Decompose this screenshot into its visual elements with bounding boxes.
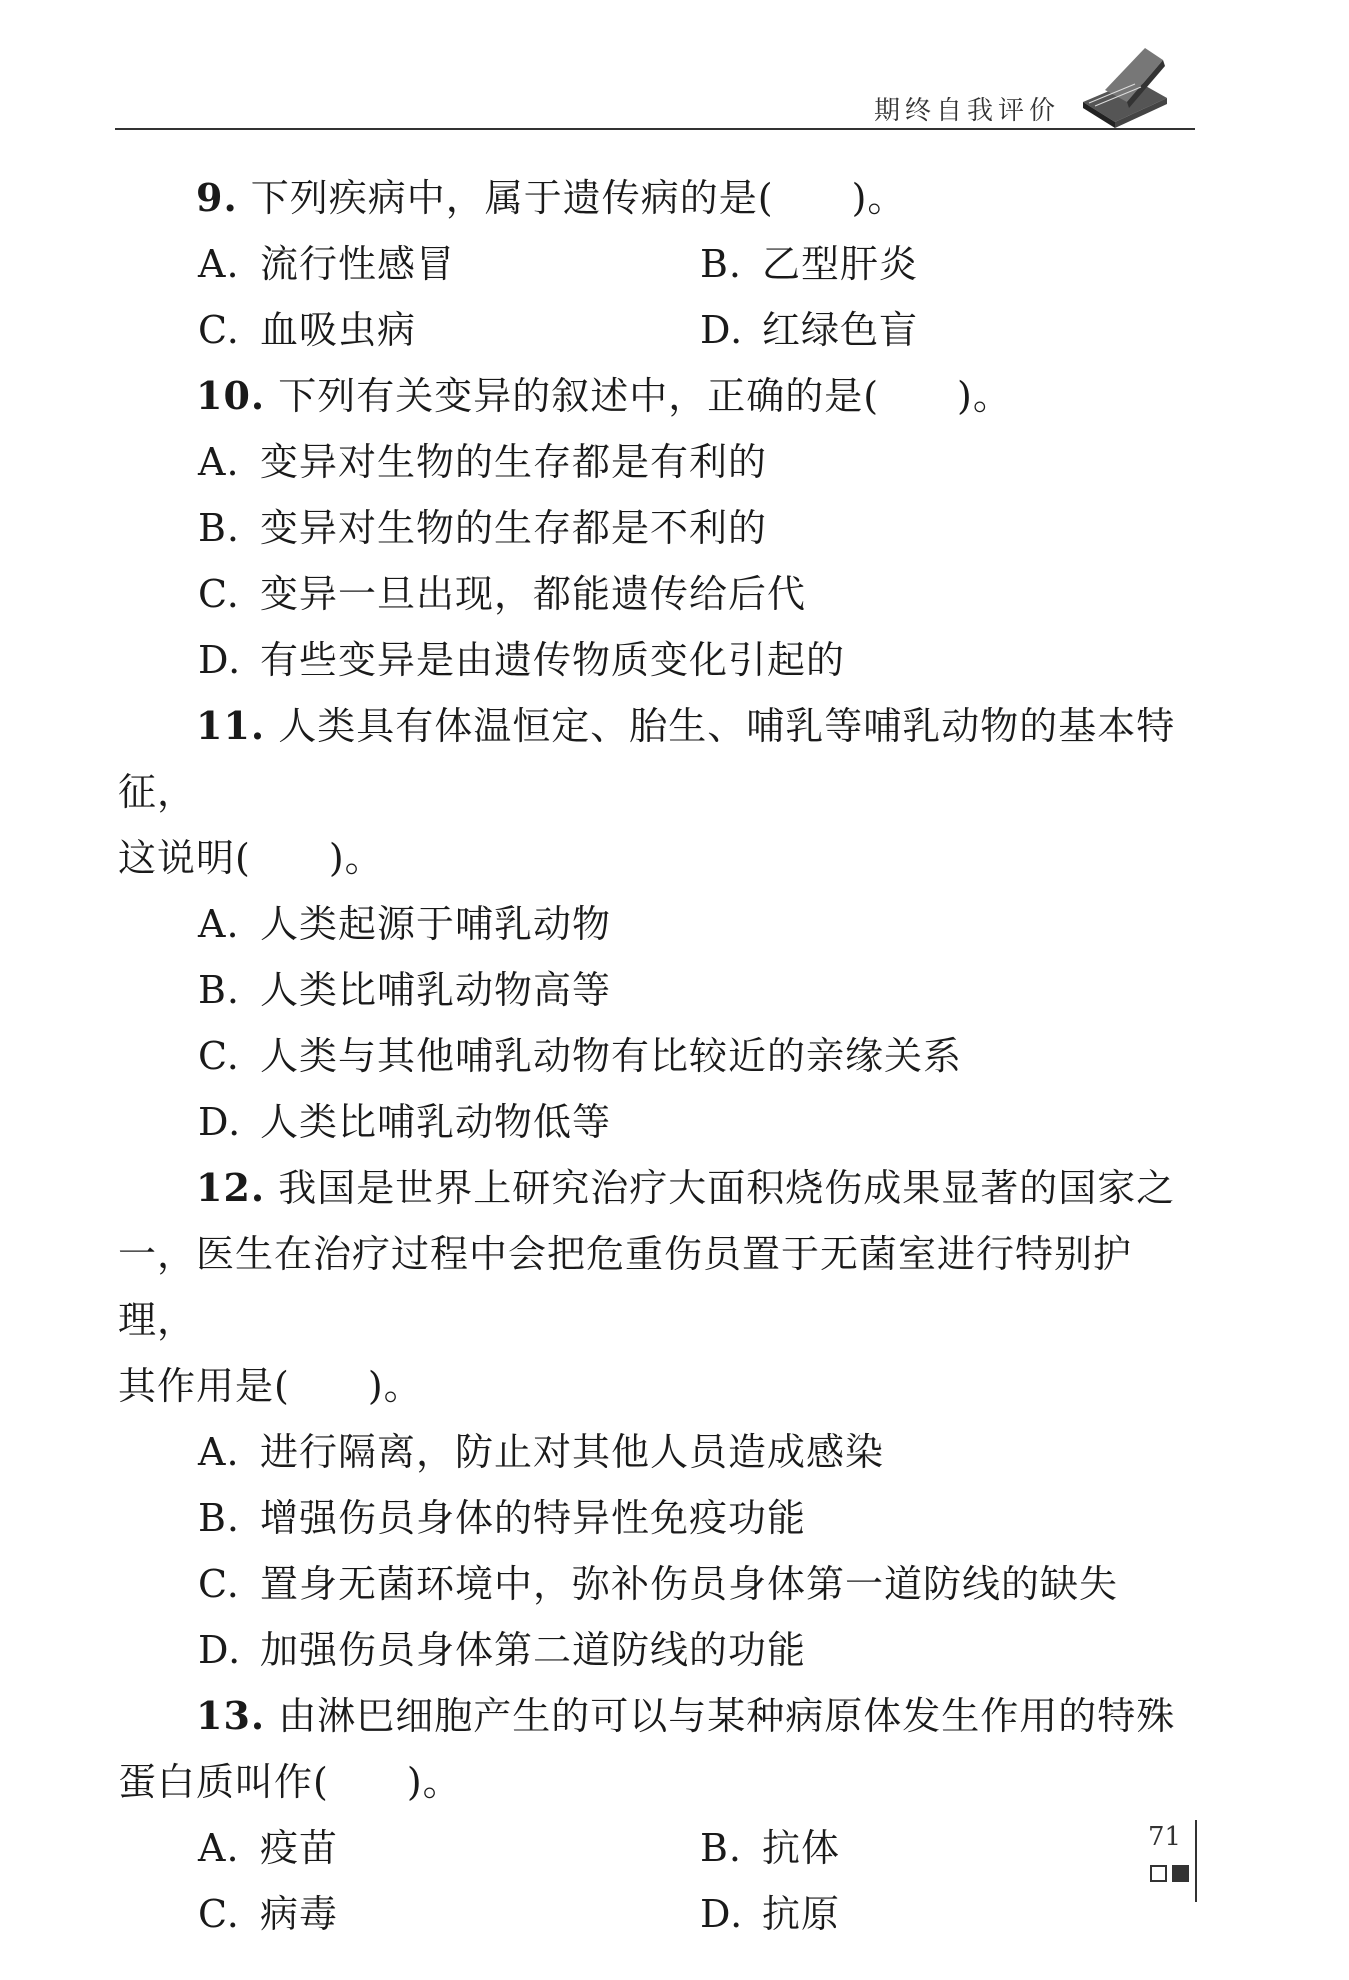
page-number: 71 [1148,1822,1182,1852]
book-icon [1075,40,1175,130]
header-rule [115,128,1195,130]
option: C. 人类与其他哺乳动物有比较近的亲缘关系 [198,1034,963,1078]
option: A. 流行性感冒 [198,242,456,286]
header-title: 期终自我评价 [873,96,1060,126]
option: D. 加强伤员身体第二道防线的功能 [198,1628,807,1672]
stem-text: 我国是世界上研究治疗大面积烧伤成果显著的国家之 [278,1166,1176,1210]
stem-text: 由淋巴细胞产生的可以与某种病原体发生作用的特殊 [278,1694,1176,1738]
option: A. 变异对生物的生存都是有利的 [198,440,768,484]
question-number: 10. [196,373,266,418]
option: A. 疫苗 [198,1826,339,1870]
question-stem-continued: 其作用是( )。 [118,1364,423,1408]
question-stem-continued: 蛋白质叫作( )。 [118,1760,462,1804]
stem-text: 下列疾病中，属于遗传病的是( )。 [250,176,907,220]
question-stem-continued: 一，医生在治疗过程中会把危重伤员置于无菌室进行特别护理， [118,1232,1133,1342]
question-number: 12. [196,1165,266,1210]
option: D. 有些变异是由遗传物质变化引起的 [198,638,846,682]
empty-square-icon [1150,1865,1167,1882]
question-stem [118,165,1203,231]
option: D. 红绿色盲 [700,308,919,352]
option: C. 变异一旦出现，都能遗传给后代 [198,572,807,616]
option: D. 抗原 [700,1892,841,1936]
question-stem [118,1683,1203,1749]
option: C. 病毒 [198,1892,339,1936]
question-number: 11. [196,703,266,748]
option: C. 置身无菌环境中，弥补伤员身体第一道防线的缺失 [198,1562,1119,1606]
option: B. 增强伤员身体的特异性免疫功能 [198,1496,807,1540]
question-stem [118,693,1203,825]
option: B. 乙型肝炎 [700,242,919,286]
option: C. 血吸虫病 [198,308,417,352]
option-row [118,231,1203,297]
option-row [118,297,1203,363]
question-list [118,165,1203,1947]
footer-rule [1195,1820,1197,1902]
option-row [118,1881,1203,1947]
question-stem-continued: 这说明( )。 [118,836,384,880]
question-number: 9. [196,175,238,220]
question-stem [118,1155,1203,1221]
option: B. 人类比哺乳动物高等 [198,968,612,1012]
option: B. 变异对生物的生存都是不利的 [198,506,768,550]
page-header [115,40,1195,130]
question-number: 13. [196,1693,266,1738]
option: D. 人类比哺乳动物低等 [198,1100,612,1144]
option: A. 进行隔离，防止对其他人员造成感染 [198,1430,885,1474]
filled-square-icon [1172,1865,1189,1882]
option-row [118,1815,1203,1881]
option: A. 人类起源于哺乳动物 [198,902,612,946]
option: B. 抗体 [700,1826,841,1870]
stem-text: 下列有关变异的叙述中，正确的是( )。 [278,374,1012,418]
stem-text: 人类具有体温恒定、胎生、哺乳等哺乳动物的基本特征， [118,704,1176,814]
question-stem [118,363,1203,429]
